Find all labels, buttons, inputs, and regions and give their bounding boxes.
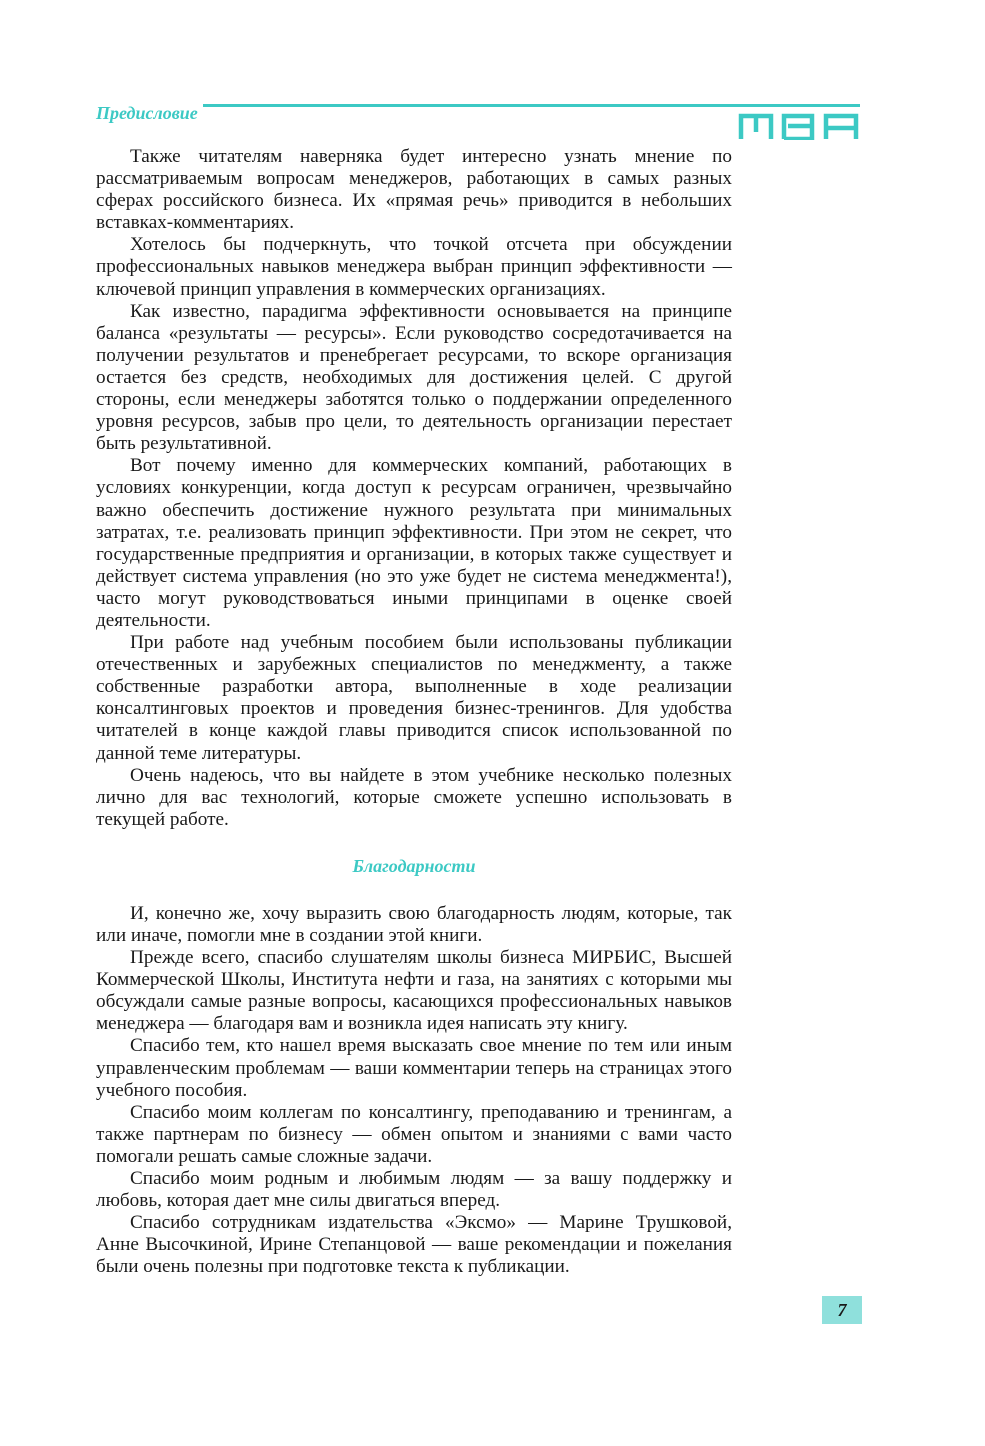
paragraph: Спасибо тем, кто нашел время высказать свое мнение по тем или иным управленческим проблемам — ваши комментарии теперь на страницах этого учебного пособия. xyxy=(96,1035,732,1101)
section-heading-acknowledgements: Благодарности xyxy=(352,855,476,876)
paragraph: Хотелось бы подчеркнуть, что точкой отсчета при обсуждении профессиональных навыков менеджера выбран принцип эффективности — ключевой принцип управления в коммерческих организациях. xyxy=(96,234,732,300)
paragraph: Очень надеюсь, что вы найдете в этом учебнике несколько полезных лично для вас технологий, которые сможете успешно использовать в текущей работе. xyxy=(96,764,732,830)
header-rule xyxy=(203,104,860,107)
paragraph: Как известно, парадигма эффективности основывается на принципе баланса «результаты — ресурсы». Если руководство сосредотачивается на получении результатов и пренебрегает ресурсами, то вскоре организация остается без средств, необходимых для достижения целей. С другой стороны, если менеджеры заботятся только о поддержании определенного уровня ресурсов, забыв про цели, то деятельность организации перестает быть результативной. xyxy=(96,300,732,455)
paragraph: Спасибо моим родным и любимым людям — за вашу поддержку и любовь, которая дает мне силы двигаться вперед. xyxy=(96,1168,732,1212)
page-number: 7 xyxy=(822,1296,862,1324)
paragraph: И, конечно же, хочу выразить свою благодарность людям, которые, так или иначе, помогли мне в создании этой книги. xyxy=(96,902,732,946)
paragraph: Спасибо моим коллегам по консалтингу, преподаванию и тренингам, а также партнерам по бизнесу — обмен опытом и знаниями с вами часто помогали решать самые сложные задачи. xyxy=(96,1101,732,1167)
paragraph: Вот почему именно для коммерческих компаний, работающих в условиях конкуренции, когда доступ к ресурсам ограничен, чрезвычайно важно обеспечить достижение нужного результата при минимальных затратах, т.е. реализовать принцип эффективности. При этом не секрет, что государственные предприятия и организации, в которых также существует и действует система управления (но это уже будет не система менеджмента!), часто могут руководствоваться иными принципами в оценке своей деятельности. xyxy=(96,455,732,631)
paragraph: Также читателям наверняка будет интересно узнать мнение по рассматриваемым вопросам менеджеров, работающих в самых разных сферах российского бизнеса. Их «прямая речь» приводится в небольших вставках-комментариях. xyxy=(96,146,732,234)
paragraph: Прежде всего, спасибо слушателям школы бизнеса МИРБИС, Высшей Коммерческой Школы, Института нефти и газа, на занятиях с которыми мы обсуждали самые разные вопросы, касающихся профессиональных навыков менеджера — благодаря вам и возникла идея написать эту книгу. xyxy=(96,947,732,1035)
running-header-section: Предисловие xyxy=(96,103,198,123)
paragraph: При работе над учебным пособием были использованы публикации отечественных и зарубежных специалистов по менеджменту, а также собственные разработки автора, выполненные в ходе реализации консалтинговых проектов и проведения бизнес-тренингов. Для удобства читателей в конце каждой главы приводится список использованной по данной теме литературы. xyxy=(96,632,732,764)
svg-text:MBA: MBA xyxy=(738,112,741,113)
paragraph: Спасибо сотрудникам издательства «Эксмо» — Марине Трушковой, Анне Высочкиной, Ирине Степанцовой — ваше рекомендации и пожелания были очень полезны при подготовке текста к публикации. xyxy=(96,1212,732,1278)
mba-logo xyxy=(738,112,860,140)
page-body xyxy=(96,146,732,1279)
